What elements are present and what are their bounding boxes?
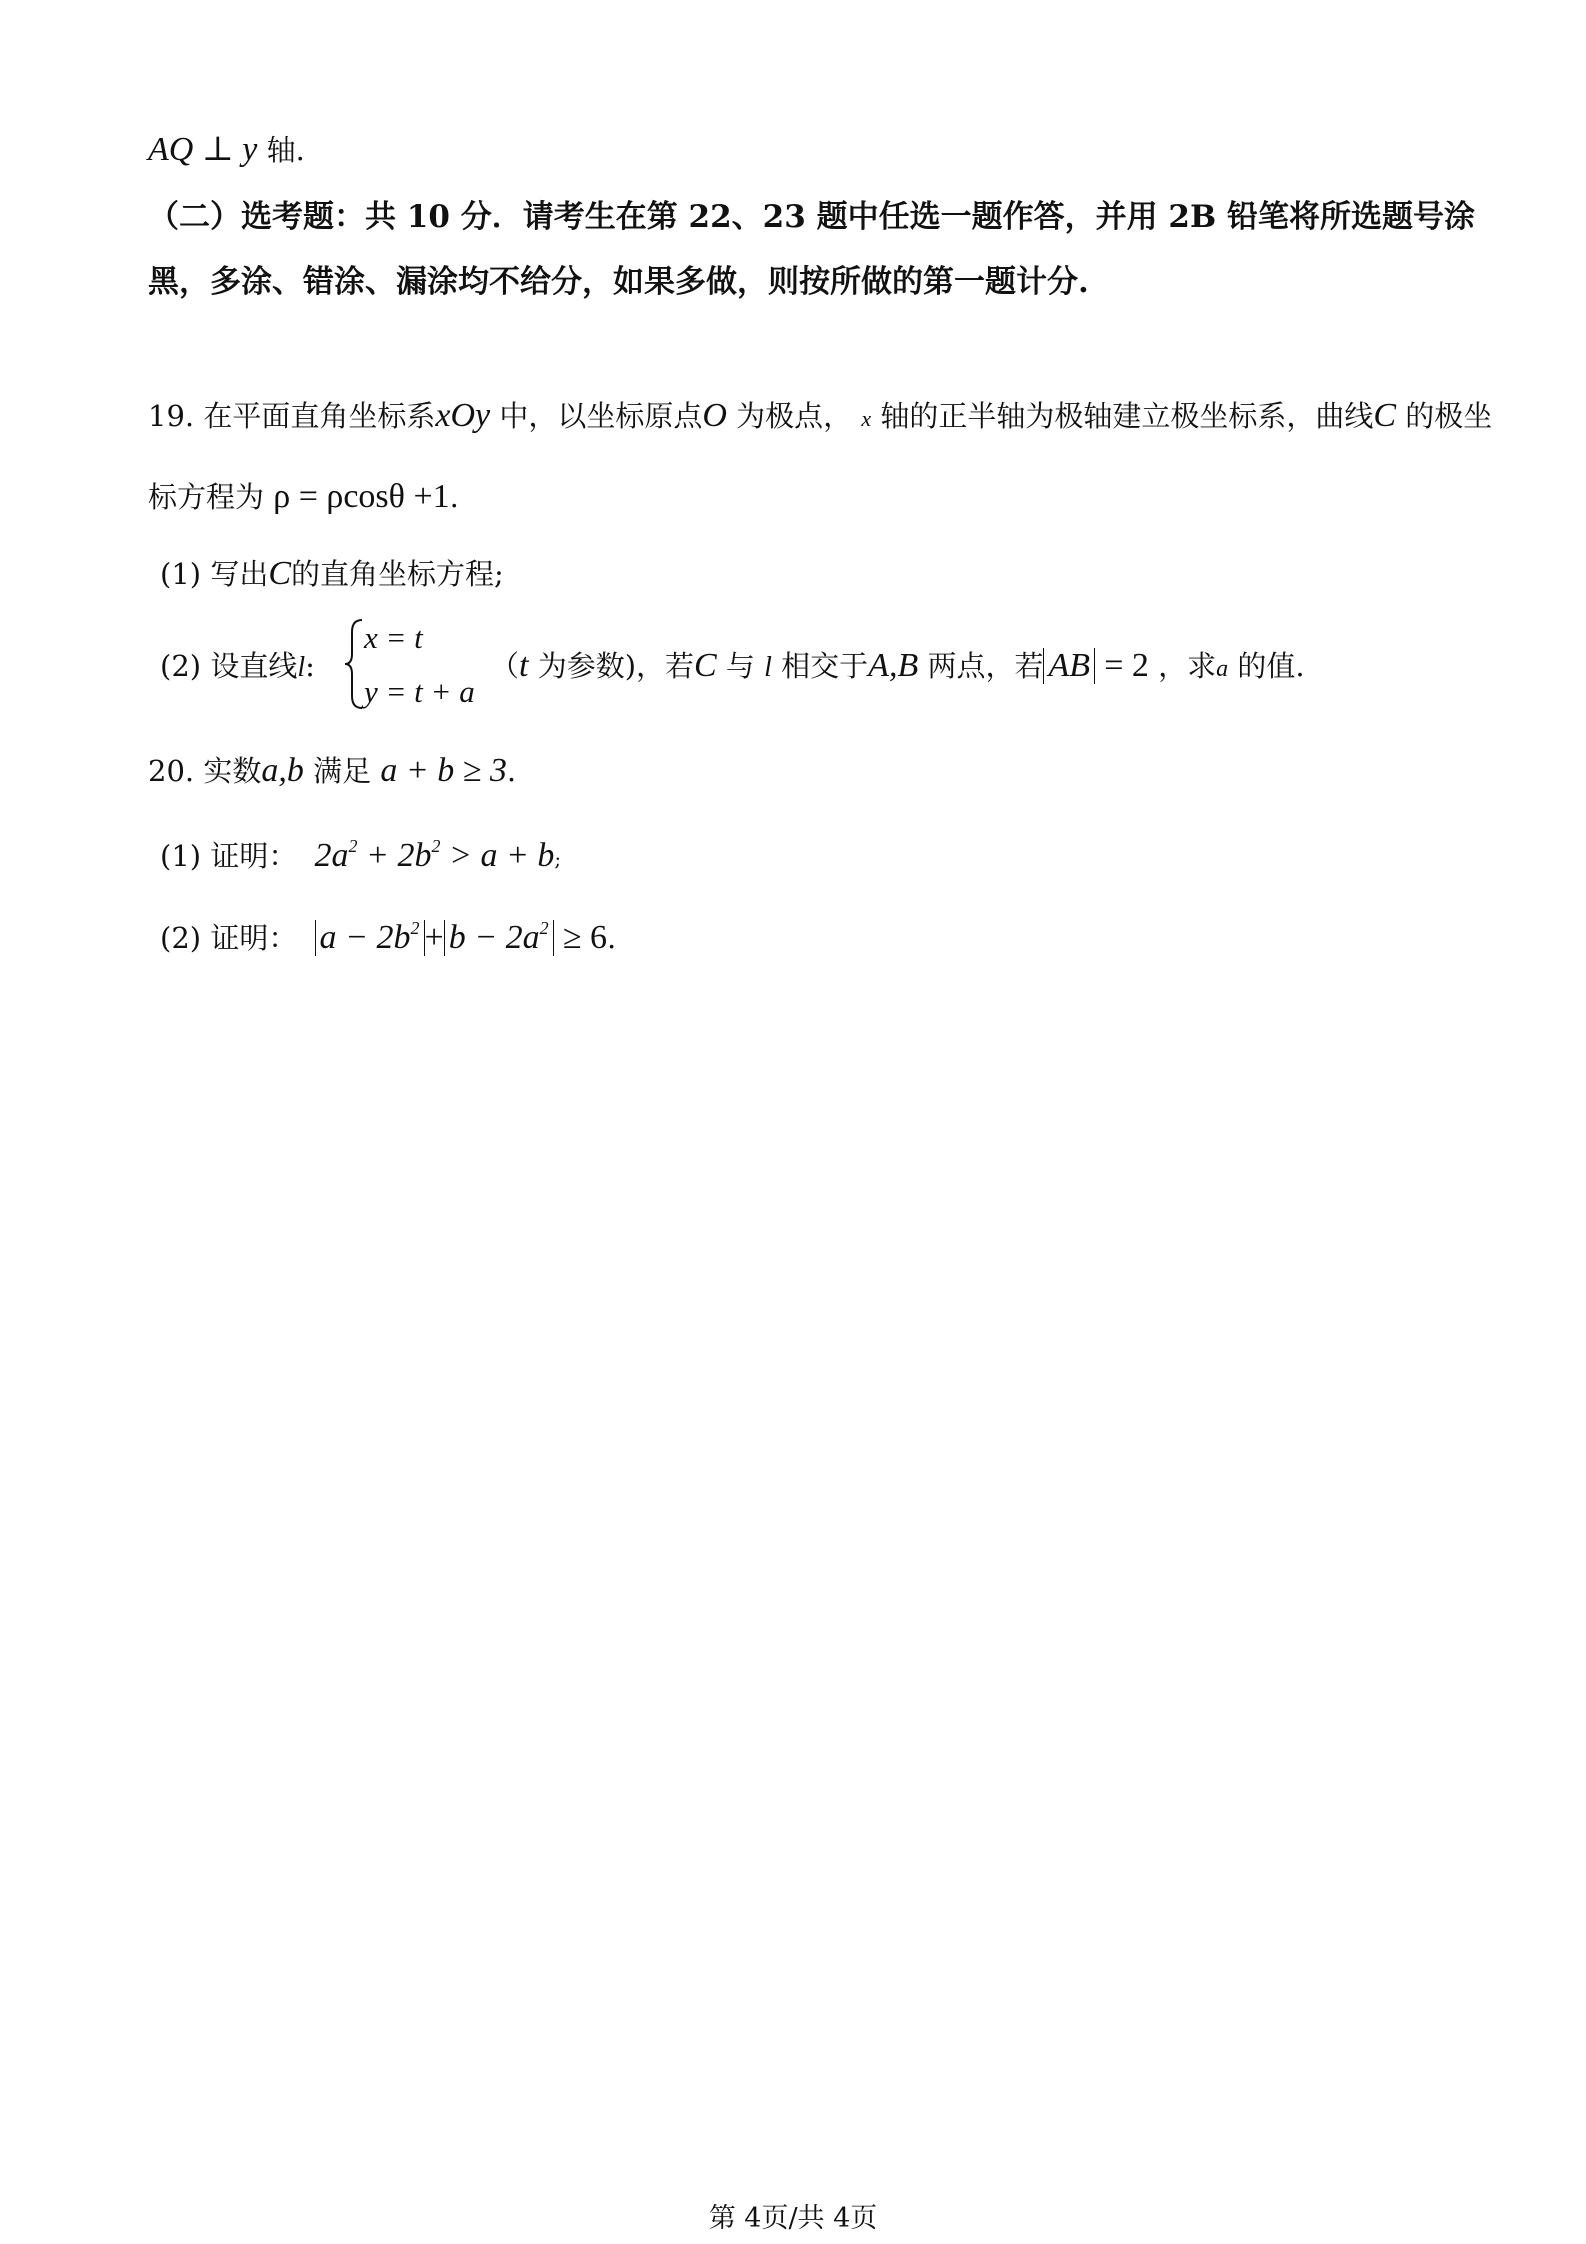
- carry-math: AQ ⊥ y: [148, 131, 258, 168]
- section-heading-line1: （二）选考题：共 10 分．请考生在第 22、23 题中任选一题作答，并用 2B 铅笔将所选题号涂: [148, 199, 1475, 235]
- q19-text: 标方程为: [148, 480, 265, 514]
- section-heading-line2: 黑，多涂、错涂、漏涂均不给分，如果多做，则按所做的第一题计分.: [148, 264, 1089, 300]
- q20-number: 20.: [148, 754, 195, 788]
- q20-part1: [160, 836, 561, 879]
- q19-part1: [160, 554, 504, 594]
- q19-text: 写出: [210, 557, 269, 591]
- q19-equation: ρ = ρcosθ +1: [273, 478, 450, 515]
- q19-math: x: [861, 406, 872, 431]
- q19-part1-label: (1): [160, 557, 202, 591]
- q20-text: .: [506, 754, 517, 788]
- q19-text: 设直线: [210, 649, 298, 683]
- q20-sup: 2: [410, 918, 420, 938]
- q20-part1-label: (1): [160, 839, 202, 873]
- q20-text: 证明：: [210, 839, 298, 873]
- system-eq2: y = t + a: [364, 674, 475, 709]
- q19-text: :: [305, 649, 315, 683]
- q20-line1: [148, 751, 516, 791]
- q20-text: ;: [554, 847, 562, 871]
- q20-text: .: [607, 921, 617, 955]
- q19-math: l: [297, 652, 306, 683]
- q19-text: ，求: [1158, 649, 1217, 683]
- system-brace: [342, 616, 366, 712]
- page-footer: 第 4页/共 4页: [708, 2203, 878, 2234]
- q20-sup: 2: [431, 836, 441, 856]
- q19-text: 在平面直角坐标系: [203, 399, 436, 433]
- q20-math: +: [424, 919, 444, 956]
- q19-text: 的极坐: [1405, 399, 1493, 433]
- q20-math: a − 2b: [319, 919, 411, 956]
- q19-text: 的值.: [1237, 649, 1305, 683]
- abs-ab: AB: [1043, 648, 1095, 684]
- q19-text: （: [490, 649, 520, 683]
- q19-part2-lead: [160, 646, 315, 688]
- q19-text: 为参数)，若: [537, 649, 695, 683]
- q20-part2-label: (2): [160, 921, 202, 955]
- system-eq1: x = t: [364, 620, 423, 655]
- q19-math: l: [764, 652, 772, 683]
- abs-expr-2: [444, 920, 554, 956]
- q19-number: 19.: [148, 399, 195, 433]
- q20-equation: a + b ≥ 3: [380, 752, 507, 789]
- abs-expr-1: [315, 920, 425, 956]
- q20-text: 实数: [203, 754, 262, 788]
- q19-equation: = 2: [1104, 647, 1149, 684]
- q19-text: 相交于: [781, 649, 869, 683]
- q19-math: t: [519, 647, 529, 684]
- q19-math: C: [268, 555, 292, 592]
- q19-math: C: [1373, 397, 1397, 434]
- q19-text: 轴的正半轴为极轴建立极坐标系，曲线: [880, 399, 1374, 433]
- q20-text: 满足: [313, 754, 372, 788]
- q20-sup: 2: [539, 918, 549, 938]
- q19-text: 为极点，: [736, 399, 853, 433]
- q19-math: C: [694, 647, 717, 684]
- q19-math: a: [1216, 656, 1229, 682]
- q20-sup: 2: [348, 836, 358, 856]
- q20-math: a,b: [261, 752, 304, 789]
- q19-text: 的直角坐标方程;: [291, 557, 504, 591]
- q19-line1: [148, 396, 1492, 439]
- q20-math: > a + b: [440, 837, 555, 874]
- q19-math: O: [702, 397, 727, 434]
- q19-text: 与: [725, 649, 755, 683]
- q20-text: 证明：: [210, 921, 298, 955]
- q19-math: A,B: [868, 647, 919, 684]
- q20-math: b − 2a: [448, 919, 540, 956]
- carry-line: [148, 130, 305, 170]
- q20-part2: [160, 918, 616, 958]
- q20-math: ≥ 6: [562, 919, 608, 956]
- q19-text: 中，以坐标原点: [499, 399, 703, 433]
- q19-math: xOy: [435, 397, 491, 434]
- q20-math: 2a: [314, 837, 349, 874]
- q19-text: 两点，若: [927, 649, 1044, 683]
- q19-line2: [148, 477, 459, 517]
- q19-part2-label: (2): [160, 649, 202, 683]
- q19-part2-rest: [490, 646, 1305, 689]
- q20-math: + 2b: [357, 837, 432, 874]
- q19-text: .: [449, 480, 459, 514]
- carry-suffix: 轴.: [266, 133, 305, 167]
